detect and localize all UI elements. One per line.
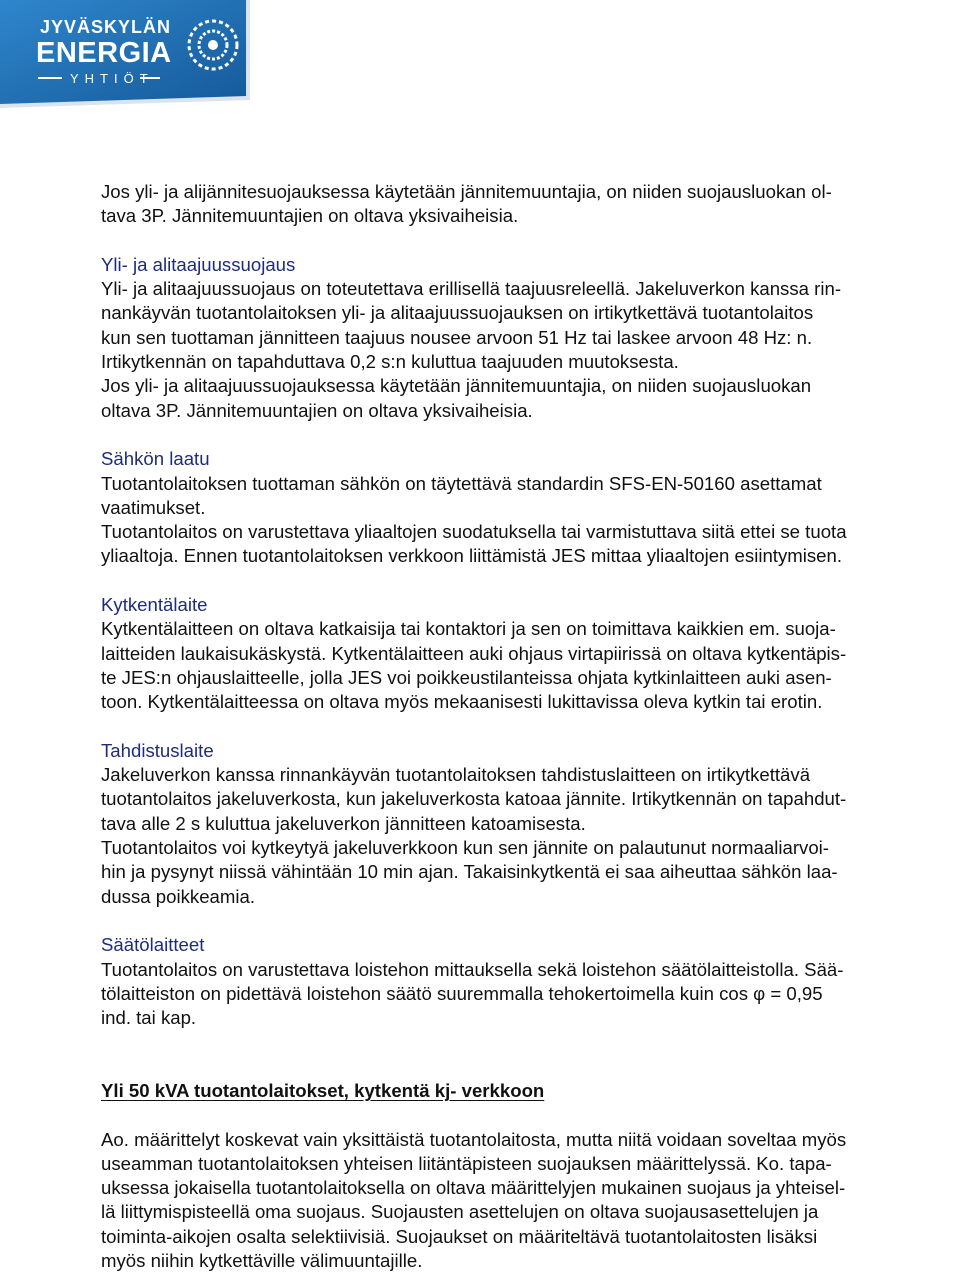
text-line: tava alle 2 s kuluttua jakeluverkon jännitteen katoamisesta. bbox=[101, 812, 586, 834]
text-line: tölaitteiston on pidettävä loistehon säätö suuremmalla tehokertoimella kuin cos φ = 0,95 bbox=[101, 982, 823, 1004]
text-line: Yli- ja alitaajuussuojaus on toteutettava erillisellä taajuusreleellä. Jakeluverkon kanssa rin- bbox=[101, 278, 842, 300]
text-line: laitteiden laukaisukäskystä. Kytkentälaitteen auki ohjaus virtapiirissä on oltava kytkentäpis- bbox=[101, 642, 847, 664]
text-line: Irtikytkennän on tapahduttava 0,2 s:n kuluttua taajuuden muutoksesta. bbox=[101, 351, 679, 373]
text-line: myös niihin kytkettäville välimuuntajille. bbox=[101, 1250, 423, 1272]
section-frequency-protection bbox=[101, 253, 960, 423]
section-heading: Tahdistuslaite bbox=[101, 739, 214, 761]
company-logo bbox=[0, 0, 258, 108]
text-line: Jakeluverkon kanssa rinnankäyvän tuotantolaitoksen tahdistuslaitteen on irtikytkettävä bbox=[101, 764, 811, 786]
intro-line-1: Jos yli- ja alijännitesuojauksessa käytetään jännitemuuntajia, on niiden suojausluokan ol- bbox=[101, 181, 832, 202]
section-heading: Säätölaitteet bbox=[101, 934, 205, 956]
logo-line3: YHTIÖT bbox=[70, 71, 154, 86]
section-heading: Sähkön laatu bbox=[101, 448, 210, 470]
text-line: kun sen tuottaman jännitteen taajuus nousee arvoon 51 Hz tai laskee arvoon 48 Hz: n. bbox=[101, 326, 813, 348]
text-line: te JES:n ohjauslaitteelle, jolla JES voi poikkeustilanteissa ohjata kytkinlaitteen auki asen- bbox=[101, 666, 832, 688]
text-line: hin ja pysynyt niissä vähintään 10 min ajan. Takaisinkytkentä ei saa aiheuttaa sähkön laa- bbox=[101, 861, 838, 883]
text-line: Tuotantolaitos on varustettava yliaaltojen suodatuksella tai varmistuttava siitä ettei se tuota bbox=[101, 521, 847, 543]
section-regulators bbox=[101, 933, 960, 1030]
section-heading: Kytkentälaite bbox=[101, 594, 208, 616]
text-line: toiminta-aikojen osalta selektiivisiä. Suojaukset on määriteltävä tuotantolaitosten lisäksi bbox=[101, 1225, 818, 1247]
text-line: Tuotantolaitos on varustettava loistehon mittauksella sekä loistehon säätölaitteistolla. Sää- bbox=[101, 958, 844, 980]
section-heading: Yli 50 kVA tuotantolaitokset, kytkentä kj- verkkoon bbox=[101, 1079, 545, 1101]
text-line: Tuotantolaitos voi kytkeytyä jakeluverkkoon kun sen jännite on palautunut normaaliarvoi- bbox=[101, 837, 829, 859]
intro-line-2: tava 3P. Jännitemuuntajien on oltava yksivaiheisia. bbox=[101, 205, 519, 227]
text-line: vaatimukset. bbox=[101, 496, 206, 518]
text-line: Tuotantolaitoksen tuottaman sähkön on täytettävä standardin SFS-EN-50160 asettamat bbox=[101, 472, 822, 494]
text-line: Kytkentälaitteen on oltava katkaisija tai kontaktori ja sen on toimittava kaikkien em. suoja- bbox=[101, 618, 836, 640]
text-line: yliaaltoja. Ennen tuotantolaitoksen verkkoon liittämistä JES mittaa yliaaltojen esiintymisen. bbox=[101, 545, 843, 567]
section-switching-device bbox=[101, 593, 960, 714]
text-line: Ao. määrittelyt koskevat vain yksittäistä tuotantolaitosta, mutta niitä voidaan soveltaa myös bbox=[101, 1128, 847, 1150]
section-heading: Yli- ja alitaajuussuojaus bbox=[101, 253, 296, 275]
section-synchronizing-device bbox=[101, 739, 960, 909]
text-line: useamman tuotantolaitoksen yhteisen liitäntäpisteen suojauksen määrittelyssä. Ko. tapa- bbox=[101, 1152, 832, 1174]
text-line: Jos yli- ja alitaajuussuojauksessa käytetään jännitemuuntajia, on niiden suojausluokan bbox=[101, 375, 812, 397]
text-line: tuotantolaitos jakeluverkosta, kun jakeluverkosta katoaa jännite. Irtikytkennän on tapahdut- bbox=[101, 788, 847, 810]
text-line: ind. tai kap. bbox=[101, 1007, 197, 1029]
text-line: nankäyvän tuotantolaitoksen yli- ja alitaajuussuojauksen on irtikytkettävä tuotantolaitos bbox=[101, 302, 814, 324]
text-line: dussa poikkeamia. bbox=[101, 885, 255, 907]
text-line: uksessa jokaisella tuotantolaitoksella on oltava määrittelyjen mukainen suojaus ja yhteisel- bbox=[101, 1177, 846, 1199]
logo-line1: JYVÄSKYLÄN bbox=[40, 17, 172, 37]
section-power-quality bbox=[101, 447, 960, 568]
text-line: toon. Kytkentälaitteessa on oltava myös mekaanisesti lukittavissa oleva kytkin tai erotin. bbox=[101, 691, 823, 713]
logo-line2: ENERGIA bbox=[36, 37, 172, 69]
text-line: oltava 3P. Jännitemuuntajien on oltava yksivaiheisia. bbox=[101, 399, 533, 421]
section-over-50kva bbox=[101, 1079, 960, 1273]
document-body bbox=[101, 180, 960, 1273]
text-line: lä liittymispisteellä oma suojaus. Suojausten asettelujen on oltava suojausasettelujen ja bbox=[101, 1201, 819, 1223]
